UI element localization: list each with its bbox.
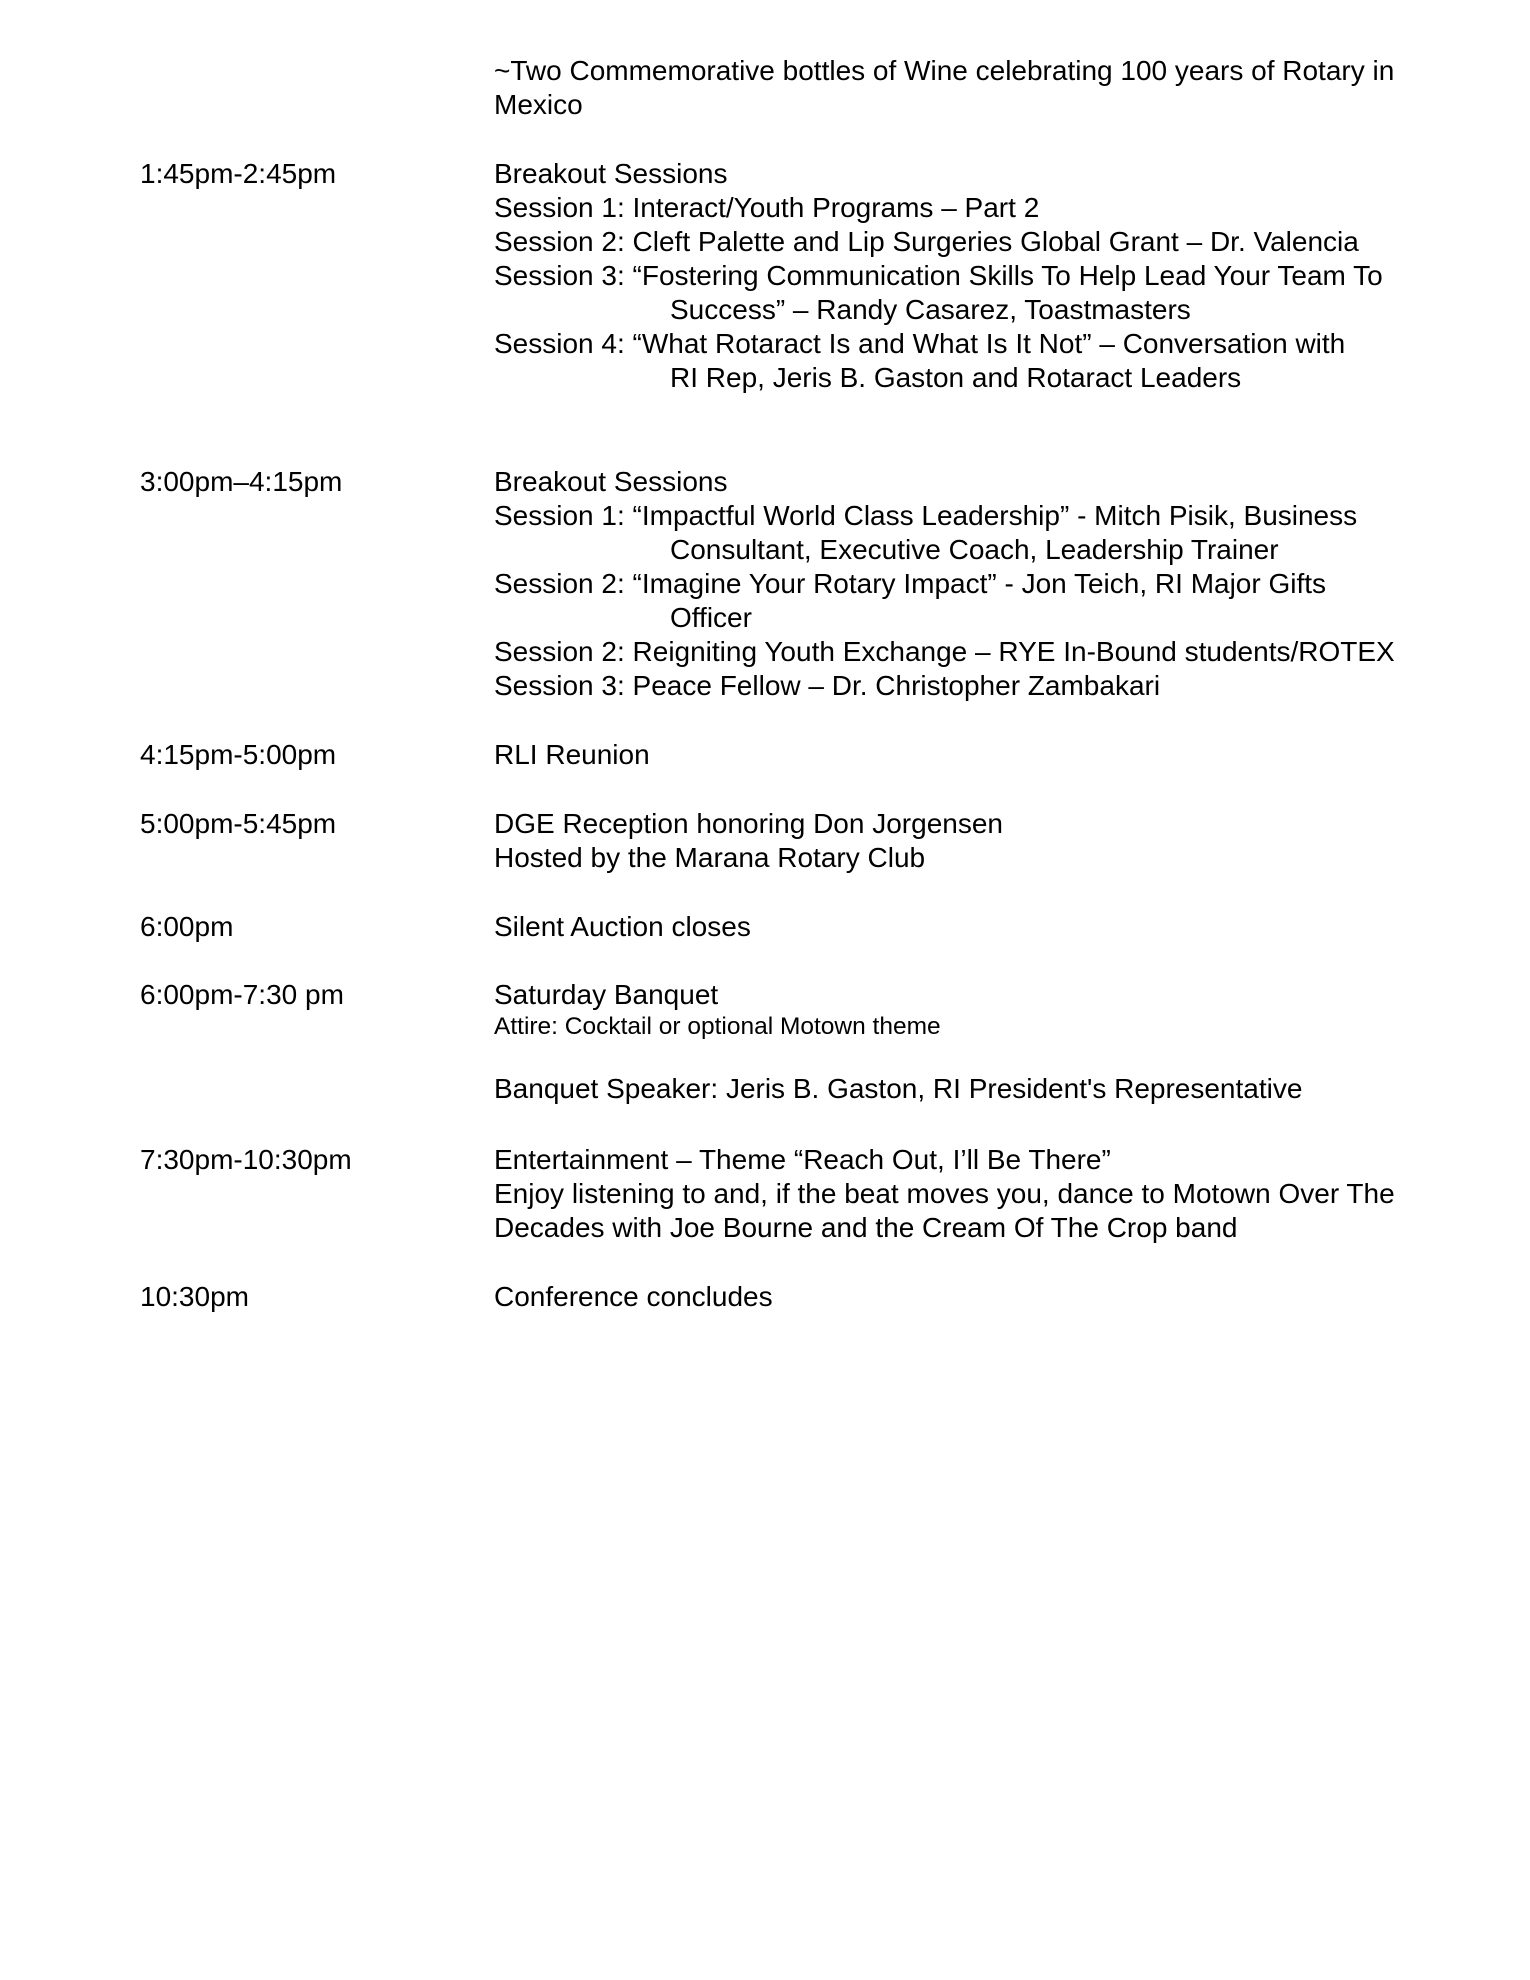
entry-content (494, 1143, 1494, 1245)
entry-subtitle: Hosted by the Marana Rotary Club (494, 842, 926, 873)
entry-time: 6:00pm (140, 911, 234, 942)
entry-time: 5:00pm-5:45pm (140, 808, 337, 839)
entry-title: Saturday Banquet (494, 979, 719, 1010)
session-line: Session 2: Reigniting Youth Exchange – RYE In-Bound students/ROTEX (494, 636, 1395, 667)
wine-note-content (494, 54, 1494, 122)
entry-description: Decades with Joe Bourne and the Cream Of The Crop band (494, 1212, 1238, 1243)
entry-content (494, 978, 1494, 1106)
entry-title: Breakout Sessions (494, 466, 728, 497)
session-line: Session 3: “Fostering Communication Skills To Help Lead Your Team To (494, 260, 1383, 291)
banquet-attire: Attire: Cocktail or optional Motown theme (494, 1013, 941, 1040)
session-line-continued: RI Rep, Jeris B. Gaston and Rotaract Leaders (670, 362, 1242, 393)
entry-time: 1:45pm-2:45pm (140, 158, 337, 189)
wine-note-line-2: Mexico (494, 89, 583, 120)
entry-time: 3:00pm–4:15pm (140, 466, 343, 497)
entry-content (494, 910, 1494, 944)
session-line: Session 1: Interact/Youth Programs – Part 2 (494, 192, 1040, 223)
entry-content (494, 738, 1494, 772)
entry-title: DGE Reception honoring Don Jorgensen (494, 808, 1003, 839)
entry-time: 6:00pm-7:30 pm (140, 979, 344, 1010)
session-line: Session 1: “Impactful World Class Leadership” - Mitch Pisik, Business (494, 500, 1358, 531)
session-line-continued: Success” – Randy Casarez, Toastmasters (670, 294, 1191, 325)
entry-title: RLI Reunion (494, 739, 650, 770)
entry-time: 10:30pm (140, 1281, 249, 1312)
entry-title: Entertainment – Theme “Reach Out, I’ll Be There” (494, 1144, 1111, 1175)
entry-time: 7:30pm-10:30pm (140, 1144, 352, 1175)
entry-content (494, 465, 1494, 703)
entry-title: Breakout Sessions (494, 158, 728, 189)
banquet-speaker: Banquet Speaker: Jeris B. Gaston, RI President's Representative (494, 1073, 1303, 1104)
entry-content (494, 807, 1494, 875)
entry-content (494, 1280, 1494, 1314)
session-line: Session 2: “Imagine Your Rotary Impact” - Jon Teich, RI Major Gifts (494, 568, 1327, 599)
session-line: Session 3: Peace Fellow – Dr. Christopher Zambakari (494, 670, 1161, 701)
entry-description: Enjoy listening to and, if the beat moves you, dance to Motown Over The (494, 1178, 1395, 1209)
session-line: Session 2: Cleft Palette and Lip Surgeries Global Grant – Dr. Valencia (494, 226, 1359, 257)
session-line-continued: Consultant, Executive Coach, Leadership Trainer (670, 534, 1279, 565)
wine-note-line-1: ~Two Commemorative bottles of Wine celebrating 100 years of Rotary in (494, 55, 1395, 86)
spacer (494, 1042, 1494, 1072)
entry-content (494, 157, 1494, 395)
entry-title: Silent Auction closes (494, 911, 751, 942)
entry-time: 4:15pm-5:00pm (140, 739, 337, 770)
entry-title: Conference concludes (494, 1281, 773, 1312)
session-line-continued: Officer (670, 602, 752, 633)
session-line: Session 4: “What Rotaract Is and What Is It Not” – Conversation with (494, 328, 1346, 359)
